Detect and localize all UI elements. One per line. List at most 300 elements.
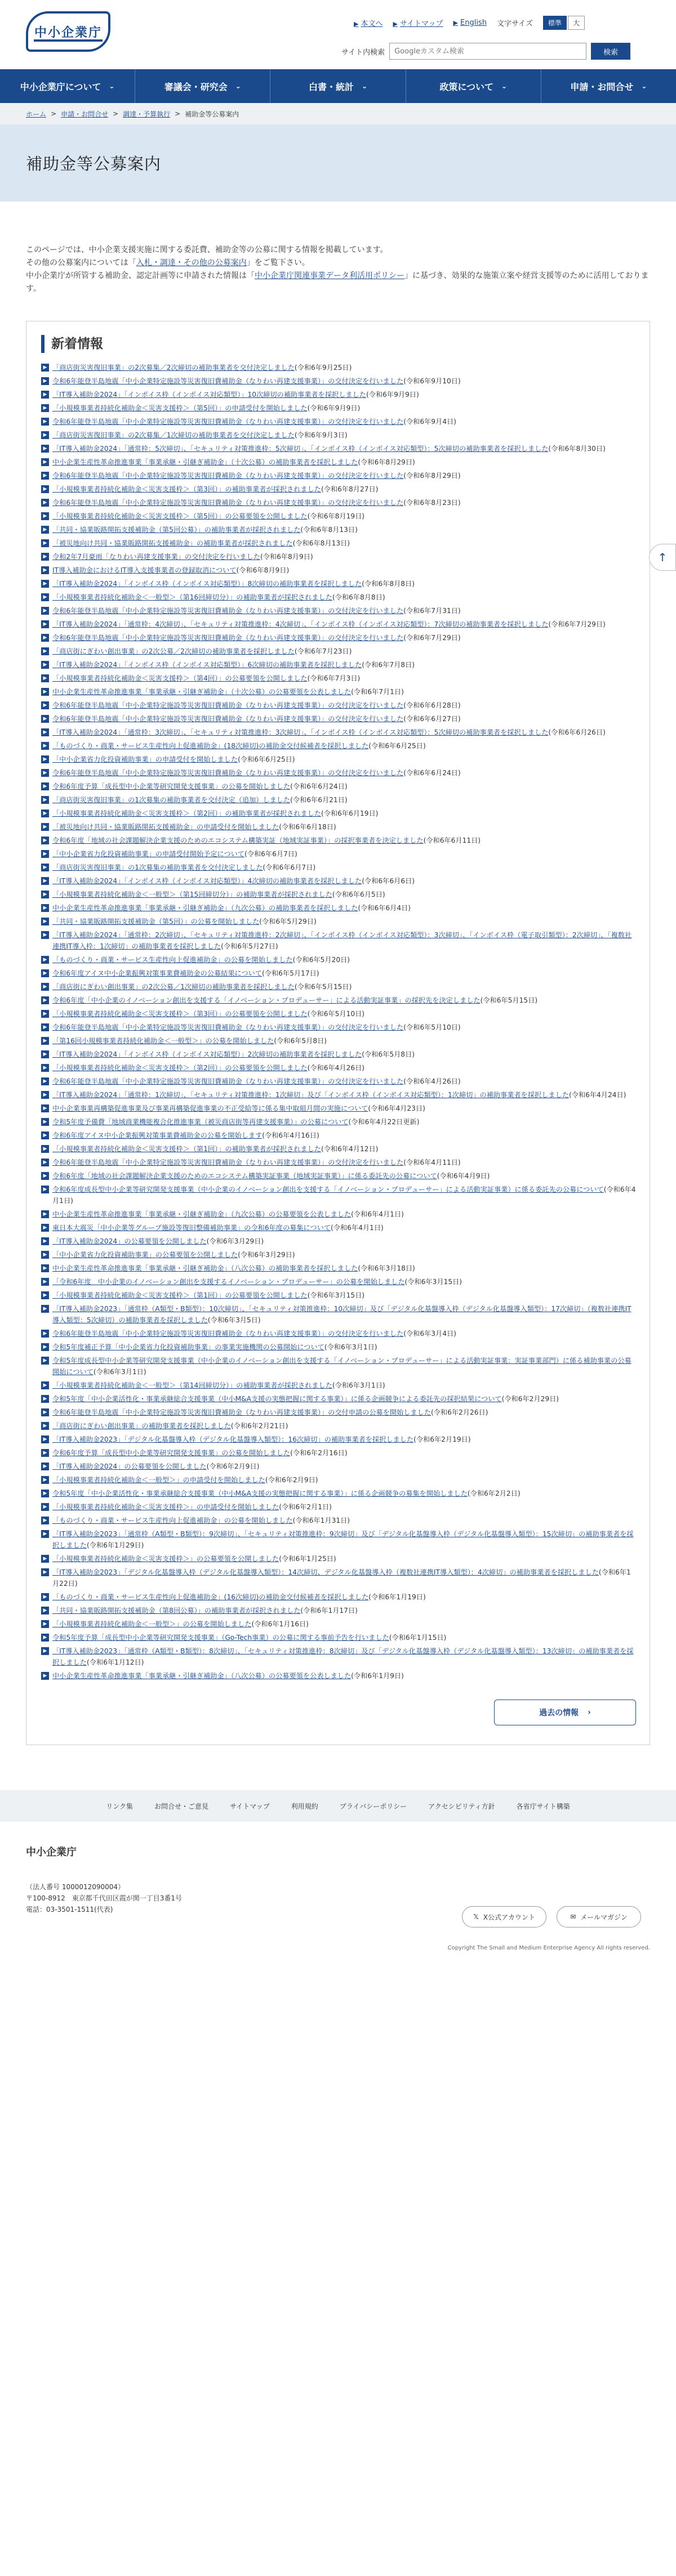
news-link[interactable]: 令和5年度「中小企業活性化・事業承継総合支援事業（中小M&A支援の実態把握に関する事業）」に係る企画競争による委託先の採択結果について bbox=[52, 1395, 502, 1403]
news-text bbox=[52, 1515, 350, 1526]
news-link[interactable]: 「IT導入補助金2023」「通常枠（A類型・B類型）：8次締切」、「セキュリティ対策推進枠：8次締切」及び「デジタル化基盤導入枠（デジタル化基盤導入類型）：13次締切」の補助事業者を採択しました bbox=[52, 1647, 634, 1667]
news-link[interactable]: 令和6年能登半島地震「中小企業特定施設等災害復旧費補助金（なりわい再建支援事業）」の交付決定を行いました bbox=[52, 1159, 404, 1167]
news-item bbox=[41, 482, 636, 496]
news-item bbox=[41, 874, 636, 888]
news-link[interactable]: 「商店街災害復旧事業」の1次募集の補助事業者を交付決定しました bbox=[52, 864, 263, 872]
news-text bbox=[52, 1170, 490, 1182]
news-text bbox=[52, 1103, 425, 1114]
mail-magazine-button[interactable] bbox=[557, 1906, 641, 1927]
page-title: 補助金等公募案内 bbox=[26, 154, 162, 173]
font-size-standard-button[interactable]: 標準 bbox=[543, 16, 567, 30]
english-label: English bbox=[460, 19, 487, 27]
news-text bbox=[52, 497, 461, 508]
arrow-right-icon: ▶ bbox=[41, 1593, 49, 1601]
breadcrumb-separator: > bbox=[113, 110, 119, 118]
news-item bbox=[41, 415, 636, 428]
news-link[interactable]: 令和6年度成長型中小企業等研究開発支援事業（中小企業のイノベーション創出を支援する「イノベーション・プロデューサー」による活動実証事業）に係る委託先の公募について bbox=[52, 1186, 604, 1194]
news-date: (令和6年6月5日) bbox=[332, 891, 385, 899]
news-text bbox=[52, 1249, 295, 1260]
news-link[interactable]: 「共同・協業販路開拓支援補助金（第8回公募）」の補助事業者が採択されました bbox=[52, 1607, 301, 1615]
footer-link-contact[interactable]: お問合せ・ご意見 bbox=[154, 1802, 209, 1810]
news-item bbox=[41, 1473, 636, 1487]
news-link[interactable]: 「IT導入補助金2024」「通常枠：4次締切」、「セキュリティ対策推進枠：4次締切」、「インボイス枠（インボイス対応類型）：7次締切の補助事業者を採択しました bbox=[52, 620, 549, 629]
news-item bbox=[41, 631, 636, 645]
news-text bbox=[52, 443, 606, 454]
news-link[interactable]: 中小企業生産性革命推進事業「事業承継・引継ぎ補助金」（十次公募）の補助事業者を採択しました bbox=[52, 458, 358, 467]
news-text bbox=[52, 1222, 384, 1233]
arrow-right-icon: ▶ bbox=[41, 1463, 49, 1470]
news-text bbox=[52, 605, 461, 616]
footer-link-links[interactable]: リンク集 bbox=[106, 1802, 133, 1810]
news-item bbox=[41, 1354, 636, 1379]
news-link[interactable]: 「被災地向け共同・協業販路開拓支援補助金」の補助事業者が採択されました bbox=[52, 539, 293, 548]
news-link[interactable]: 「小規模事業者持続化補助金＜災害支援枠＞（第3回）」の公募要領を公開しました bbox=[52, 1010, 308, 1018]
search-label: サイト内検索 bbox=[341, 48, 385, 57]
news-link[interactable]: 令和6年度「地域の社会課題解決企業支援のためのエコシステム構築実証（地域実証事業）」の採択事業者を決定しました bbox=[52, 837, 424, 845]
news-link[interactable]: 「IT導入補助金2024」の公募要領を公開しました bbox=[52, 1237, 207, 1246]
arrow-right-icon: ▶ bbox=[41, 996, 49, 1004]
breadcrumb-current: 補助金等公募案内 bbox=[185, 110, 239, 118]
news-text bbox=[52, 700, 461, 711]
news-text bbox=[52, 416, 456, 427]
news-link[interactable]: 「IT導入補助金2024」「通常枠：1次締切」、「セキュリティ対策推進枠：1次締切」及び「インボイス枠（インボイス対応類型）：1次締切」の補助事業者を採択しました bbox=[52, 1091, 569, 1099]
english-link[interactable] bbox=[453, 19, 487, 27]
news-item bbox=[41, 1617, 636, 1631]
news-date: (令和6年5月8日) bbox=[274, 1037, 327, 1045]
news-link[interactable]: 「小規模事業者持続化補助金＜災害支援枠＞（第1回）」の公募要領を公開しました bbox=[52, 1291, 308, 1300]
news-text bbox=[52, 754, 295, 765]
news-link[interactable]: 「IT導入補助金2024」「通常枠：5次締切」、「セキュリティ対策推進枠：5次締切」、「インボイス枠（インボイス対応類型）：5次締切の補助事業者を採択しました bbox=[52, 445, 549, 453]
news-text bbox=[52, 1567, 636, 1589]
logo-text: 中小企業庁 bbox=[34, 25, 102, 40]
news-link[interactable]: 「小規模事業者持続化補助金＜一般型＞」の申請受付を開始しました bbox=[52, 1476, 265, 1484]
news-text bbox=[52, 929, 636, 952]
postal-address: 〒100-8912 東京都千代田区霞が関一丁目3番1号 bbox=[26, 1894, 183, 1903]
news-text bbox=[52, 1553, 336, 1564]
news-link[interactable]: 「IT導入補助金2024」「インボイス枠（インボイス対応類型）」6次締切の補助事業者を採択しました bbox=[52, 661, 362, 669]
news-link[interactable]: 中小企業生産性革命推進事業「事業承継・引継ぎ補助金」（八次公募）の公募要領を公表しました bbox=[52, 1672, 352, 1680]
arrow-right-icon: ▶ bbox=[41, 1530, 49, 1538]
sns-links bbox=[462, 1906, 641, 1927]
news-date: (令和6年8月30日) bbox=[548, 445, 606, 453]
news-link[interactable]: 「第16回小規模事業者持続化補助金＜一般型＞」の公募を開始しました bbox=[52, 1037, 274, 1045]
arrow-right-icon: ▶ bbox=[41, 823, 49, 831]
news-link[interactable]: 「IT導入補助金2024」「通常枠：2次締切」、「セキュリティ対策推進枠：2次締切」、「インボイス枠（インボイス対応類型）：3次締切」、「インボイス枠（電子取引類型）：2次締切」、「複数社連携IT導入枠：1次締切」の補助事業者を採択しました bbox=[52, 931, 632, 951]
search-input[interactable] bbox=[389, 43, 586, 60]
x-account-button[interactable] bbox=[462, 1906, 546, 1927]
news-link[interactable]: 「中小企業省力化投資補助事業」の申請受付開始予定について bbox=[52, 850, 245, 858]
arrow-right-icon: ▶ bbox=[41, 837, 49, 844]
news-date: (令和6年4月1日) bbox=[351, 1210, 404, 1219]
news-link[interactable]: 令和6年能登半島地震「中小企業特定施設等災害復旧費補助金（なりわい再建支援事業）」の交付決定を行いました bbox=[52, 472, 404, 480]
news-text bbox=[52, 1328, 456, 1339]
news-text bbox=[52, 781, 348, 792]
gnav-application[interactable] bbox=[541, 69, 676, 103]
news-item bbox=[41, 766, 636, 780]
arrow-right-icon: ▶ bbox=[41, 1305, 49, 1313]
news-link[interactable]: 「小規模事業者持続化補助金＜災害支援枠＞（第5回）」の公募要領を公開しました bbox=[52, 512, 308, 521]
news-text bbox=[52, 1393, 559, 1405]
news-link[interactable]: 令和6年能登半島地震「中小企業特定施設等災害復旧費補助金（なりわい再建支援事業）」の交付決定を行いました bbox=[52, 769, 404, 777]
arrow-right-icon: ▶ bbox=[41, 1449, 49, 1457]
footer-links bbox=[0, 1790, 676, 1822]
news-date: (令和6年1月16日) bbox=[251, 1620, 309, 1629]
news-link[interactable]: 令和6年度アイヌ中小企業振興対策事業費補助金の公募を開始します bbox=[52, 1132, 263, 1140]
arrow-right-icon: ▶ bbox=[41, 1251, 49, 1259]
news-link[interactable]: 「商店街にぎわい創出事業」の補助事業者を採択しました bbox=[52, 1422, 231, 1430]
news-item bbox=[41, 1590, 636, 1604]
news-link[interactable]: 中小企業事業再構築促進事業及び事業再構築促進事業の不正受給等に係る集中取組月間の実施について bbox=[52, 1104, 368, 1113]
footer-link-sitemap[interactable]: サイトマップ bbox=[230, 1802, 270, 1810]
news-date: (令和6年1月17日) bbox=[300, 1607, 358, 1615]
news-date: (令和6年2月21日) bbox=[230, 1422, 288, 1430]
news-link[interactable]: 令和5年度予算「成長型中小企業等研究開発支援事業」（Go-Tech事業）の公募に関する事前予告を行いました bbox=[52, 1634, 389, 1642]
news-link[interactable]: 「令和6年度 中小企業のイノベーション創出を支援するイノベーション・プロデューサー」の公募を開始しました bbox=[52, 1278, 405, 1286]
news-link[interactable]: 「小規模事業者持続化補助金＜災害支援枠＞（第3回）」の補助事業者が採択されました bbox=[52, 485, 321, 494]
news-item bbox=[41, 672, 636, 685]
news-text bbox=[52, 686, 404, 697]
news-item bbox=[41, 807, 636, 820]
news-item bbox=[41, 1021, 636, 1034]
gnav-label: 審議会・研究会 bbox=[164, 81, 228, 92]
news-date: (令和6年5月10日) bbox=[403, 1023, 461, 1032]
arrow-right-icon: ▶ bbox=[41, 1620, 49, 1628]
news-link[interactable]: 令和6年能登半島地震「中小企業特定施設等災害復旧費補助金（なりわい再建支援事業）」の交付決定を行いました bbox=[52, 1077, 404, 1086]
arrow-right-icon: ▶ bbox=[41, 1395, 49, 1403]
breadcrumb-application[interactable]: 申請・お問合せ bbox=[61, 110, 109, 118]
news-link[interactable]: 「小規模事業者持続化補助金＜災害支援枠＞（第2回）」の補助事業者が採択されました bbox=[52, 810, 321, 818]
news-text bbox=[52, 1474, 318, 1486]
news-text bbox=[52, 484, 378, 495]
news-item bbox=[41, 1302, 636, 1327]
news-link[interactable]: 「共同・協業販路開拓支援補助金（第5回公募）」の補助事業者が採択されました bbox=[52, 526, 301, 534]
arrow-right-icon: ▶ bbox=[41, 1555, 49, 1563]
news-link[interactable]: 「IT導入補助金2024」「インボイス枠（インボイス対応類型）」8次締切の補助事業者を採択しました bbox=[52, 580, 362, 588]
news-text bbox=[52, 470, 461, 481]
news-date: (令和6年8月9日) bbox=[260, 553, 313, 561]
news-text bbox=[52, 1618, 309, 1630]
news-link[interactable]: 「IT導入補助金2023」「通常枠（A類型・B類型）：9次締切」、「セキュリティ対策推進枠：9次締切」及び「デジタル化基盤導入枠（デジタル化基盤導入類型）：15次締切」の補助事業者を採択しました bbox=[52, 1530, 634, 1550]
arrow-right-icon: ▶ bbox=[41, 404, 49, 412]
news-link[interactable]: 「小規模事業者持続化補助金＜災害支援枠＞（第1回）」の補助事業者が採択されました bbox=[52, 1145, 321, 1153]
arrow-right-icon: ▶ bbox=[41, 1435, 49, 1443]
arrow-right-icon: ▶ bbox=[41, 1186, 49, 1193]
intro-text-part: その他の公募案内については「 bbox=[26, 258, 136, 267]
news-text bbox=[52, 632, 461, 643]
news-text bbox=[52, 1035, 327, 1046]
font-size-large-button[interactable]: 大 bbox=[568, 16, 585, 30]
news-link[interactable]: 令和5年度補正予算「中小企業省力化投資補助事業」の事業実施機関の公募開始について bbox=[52, 1343, 324, 1352]
news-link[interactable]: 令和6年度アイヌ中小企業振興対策事業費補助金の公募結果について bbox=[52, 969, 263, 978]
news-text bbox=[52, 1488, 521, 1499]
news-link[interactable]: 令和6年度予算「成長型中小企業等研究開発支援事業」の公募を開始しました bbox=[52, 1449, 291, 1457]
news-date: (令和6年1月31日) bbox=[292, 1517, 350, 1525]
news-text bbox=[52, 1089, 626, 1101]
arrow-right-icon: ▶ bbox=[41, 918, 49, 925]
news-link[interactable]: 「IT導入補助金2023」「デジタル化基盤導入枠（デジタル化基盤導入類型）：14次締切、デジタル化基盤導入枠（複数社連携IT導入類型）：4次締切」の補助事業者を採択しました bbox=[52, 1568, 599, 1577]
news-link[interactable]: 「被災地向け共同・協業販路開拓支援補助金」の申請受付を開始しました bbox=[52, 823, 279, 831]
arrow-right-icon: ▶ bbox=[41, 1077, 49, 1085]
footer-link-accessibility[interactable]: アクセシビリティ方針 bbox=[428, 1802, 495, 1810]
news-link[interactable]: 「ものづくり・商業・サービス生産性向上促進補助金」の公募を開始しました bbox=[52, 956, 293, 964]
corporate-number: （法人番号 1000012090004） bbox=[26, 1883, 125, 1891]
news-link[interactable]: 「小規模事業者持続化補助金＜一般型＞（第14回締切分）」の補助事業者が採択されました bbox=[52, 1381, 332, 1390]
news-text bbox=[52, 968, 319, 979]
arrow-right-icon: ▶ bbox=[41, 364, 49, 372]
news-item bbox=[41, 496, 636, 509]
news-link[interactable]: 「商店街災害復旧事業」の1次募集の補助事業者を交付決定（追加）しました bbox=[52, 796, 291, 804]
news-link[interactable]: 令和6年能登半島地震「中小企業特定施設等災害復旧費補助金（なりわい再建支援事業）」の交付決定を行いました bbox=[52, 499, 404, 507]
news-link[interactable]: 令和6年度「地域の社会課題解決企業支援のためのエコシステム構築実証事業（地域実証事業）」に係る委託先の公募について bbox=[52, 1172, 437, 1180]
news-link[interactable]: 「小規模事業者持続化補助金＜一般型＞」の公募を開始しました bbox=[52, 1620, 252, 1629]
news-link[interactable]: 令和6年能登半島地震「中小企業特定施設等災害復旧費補助金（なりわい再建支援事業）」の交付決定を行いました bbox=[52, 377, 404, 386]
news-link[interactable]: 「中小企業省力化投資補助事業」の公募要領を公開しました bbox=[52, 1251, 238, 1259]
arrow-right-icon: ▶ bbox=[41, 782, 49, 790]
news-date: (令和6年2月19日) bbox=[413, 1435, 471, 1444]
news-text bbox=[52, 981, 352, 992]
news-link[interactable]: 「小規模事業者持続化補助金＜災害支援枠＞（第2回）」の公募要領を公開しました bbox=[52, 1064, 308, 1072]
arrow-right-icon: ▶ bbox=[41, 1210, 49, 1218]
news-date: (令和6年9月4日) bbox=[403, 418, 456, 426]
chevron-right-icon: ▶ bbox=[393, 20, 398, 28]
news-text bbox=[52, 1670, 404, 1681]
news-date: (令和6年9月10日) bbox=[403, 377, 461, 386]
news-link[interactable]: 令和6年能登半島地震「中小企業特定施設等災害復旧費補助金（なりわい再建支援事業）」の交付決定を行いました bbox=[52, 418, 404, 426]
news-date: (令和6年6月26日) bbox=[548, 728, 606, 737]
news-list bbox=[41, 361, 650, 1683]
news-link[interactable]: 「商店街災害復旧事業」の2次募集／1次締切の補助事業者を交付決定しました bbox=[52, 431, 295, 440]
news-item bbox=[41, 1034, 636, 1048]
arrow-right-icon: ▶ bbox=[41, 983, 49, 991]
arrow-right-icon: ▶ bbox=[41, 850, 49, 858]
news-text bbox=[52, 1380, 385, 1391]
arrow-right-icon: ▶ bbox=[41, 969, 49, 977]
news-link[interactable]: 「IT導入補助金2024」「インボイス枠（インボイス対応類型）」2次締切の補助事業者を採択しました bbox=[52, 1050, 362, 1059]
news-date: (令和6年2月26日) bbox=[430, 1408, 488, 1417]
news-date: (令和6年2月1日) bbox=[279, 1503, 332, 1511]
news-link[interactable]: 中小企業生産性革命推進事業「事業承継・引継ぎ補助金」（十次公募）の公募要領を公表しました bbox=[52, 688, 352, 696]
news-link[interactable]: 「IT導入補助金2024」「通常枠：3次締切」、「セキュリティ対策推進枠：3次締切」、「インボイス枠（インボイス対応類型）：5次締切の補助事業者を採択しました bbox=[52, 728, 549, 737]
intro-text-part: 」に基づき、効果的な施策立案や経営支援等のために活用しております。 bbox=[26, 271, 649, 293]
to-main-link[interactable] bbox=[354, 17, 383, 28]
arrow-right-icon: ▶ bbox=[41, 607, 49, 615]
site-header bbox=[0, 0, 676, 69]
footer-link-terms[interactable]: 利用規約 bbox=[291, 1802, 318, 1810]
x-account-label: X公式アカウント bbox=[483, 1913, 535, 1921]
arrow-right-icon: ▶ bbox=[41, 674, 49, 682]
news-item bbox=[41, 1644, 636, 1669]
news-date: (令和6年4月9日) bbox=[437, 1172, 490, 1180]
past-info-button[interactable] bbox=[494, 1700, 636, 1725]
news-item bbox=[41, 591, 636, 604]
news-link[interactable]: 中小企業生産性革命推進事業「事業承継・引継ぎ補助金」（九次公募）の公募要領を公表しました bbox=[52, 1210, 352, 1219]
arrow-right-icon: ▶ bbox=[41, 593, 49, 601]
news-link[interactable]: 令和6年能登半島地震「中小企業特定施設等災害復旧費補助金（なりわい再建支援事業）」の交付決定を行いました bbox=[52, 634, 404, 642]
news-link[interactable]: 令和5年度成長型中小企業等研究開発支援事業（中小企業のイノベーション創出を支援する「イノベーション・プロデューサー」による活動実証事業：実証事業部門）に係る補助事業の公募開始について bbox=[52, 1357, 631, 1376]
arrow-right-icon: ▶ bbox=[41, 877, 49, 885]
news-link[interactable]: 令和5年度予備費「地域商業機能複合化推進事業（被災商店街等再建支援事業）」の公募について bbox=[52, 1118, 349, 1126]
arrow-right-icon: ▶ bbox=[41, 1091, 49, 1099]
news-item bbox=[41, 1289, 636, 1302]
news-link[interactable]: 「ものづくり・商業・サービス生産性向上促進補助金」(16次締切)の補助金交付候補者を採択しました bbox=[52, 1593, 369, 1602]
news-item bbox=[41, 820, 636, 834]
arrow-right-icon: ▶ bbox=[41, 1172, 49, 1180]
news-date: (令和6年7月3日) bbox=[307, 674, 361, 683]
news-link[interactable]: 「IT導入補助金2023」「デジタル化基盤導入枠（デジタル化基盤導入類型）：16次締切」の補助事業者を採択しました bbox=[52, 1435, 414, 1444]
arrow-right-icon: ▶ bbox=[41, 1408, 49, 1416]
gnav-label: 白書・統計 bbox=[308, 81, 354, 92]
news-date: (令和6年3月15日) bbox=[307, 1291, 365, 1300]
news-date: (令和6年2月29日) bbox=[501, 1395, 559, 1403]
news-item bbox=[41, 685, 636, 699]
news-date: (令和6年7月29日) bbox=[548, 620, 606, 629]
news-link[interactable]: 「IT導入補助金2024」「インボイス枠（インボイス対応類型）」4次締切の補助事業者を採択しました bbox=[52, 877, 362, 886]
news-date: (令和6年6月21日) bbox=[290, 796, 348, 804]
breadcrumb-procurement[interactable]: 調達・予算執行 bbox=[123, 110, 171, 118]
news-link[interactable]: 「共同・協業販路開拓支援補助金（第5回）」の公募を開始しました bbox=[52, 918, 260, 926]
news-link[interactable]: 「IT導入補助金2024」の公募要領を公開しました bbox=[52, 1463, 207, 1471]
news-link[interactable]: 令和5年度「中小企業活性化・事業承継総合支援事業（中小M&A支援の実態把握に関する事業）」に係る企画競争の募集を開始しました bbox=[52, 1490, 468, 1498]
news-item bbox=[41, 523, 636, 536]
news-link[interactable]: 「小規模事業者持続化補助金＜災害支援枠＞（第4回）」の公募要領を公開しました bbox=[52, 674, 308, 683]
news-text bbox=[52, 1290, 364, 1301]
mail-icon: ✉ bbox=[570, 1913, 576, 1921]
news-item bbox=[41, 442, 636, 455]
news-item bbox=[41, 577, 636, 591]
arrow-right-icon: ▶ bbox=[41, 904, 49, 912]
news-link[interactable]: 「小規模事業者持続化補助金＜一般型＞（第16回締切分）」の補助事業者が採択されました bbox=[52, 593, 332, 602]
news-text bbox=[52, 646, 352, 657]
news-item bbox=[41, 564, 636, 577]
news-date: (令和6年8月19日) bbox=[307, 512, 365, 521]
news-item bbox=[41, 1433, 636, 1446]
news-item bbox=[41, 469, 636, 482]
news-link[interactable]: 「小規模事業者持続化補助金＜災害支援枠＞」の公募要領を公開しました bbox=[52, 1555, 279, 1563]
news-text bbox=[52, 1434, 471, 1445]
news-date: (令和6年1月29日) bbox=[86, 1541, 144, 1550]
news-item bbox=[41, 618, 636, 631]
news-link[interactable]: 令和6年度「中小企業のイノベーション創出を支援する「イノベーション・プロデューサー」による活動実証事業」の採択先を決定しました bbox=[52, 996, 481, 1005]
news-item bbox=[41, 1007, 636, 1021]
gnav-councils[interactable] bbox=[135, 69, 270, 103]
news-date: (令和6年9月9日) bbox=[307, 404, 361, 413]
news-link[interactable]: 令和2年7月豪雨「なりわい再建支援事業」の交付決定を行いました bbox=[52, 553, 260, 561]
search-button[interactable]: 検索 bbox=[591, 43, 630, 60]
news-item bbox=[41, 1460, 636, 1473]
news-link[interactable]: 「小規模事業者持続化補助金＜災害支援枠＞（第5回）」の申請受付を開始しました bbox=[52, 404, 308, 413]
news-link[interactable]: 令和6年能登半島地震「中小企業特定施設等災害復旧費補助金（なりわい再建支援事業）」の交付決定を行いました bbox=[52, 1330, 404, 1338]
news-link[interactable]: 「小規模事業者持続化補助金＜災害支援枠＞」の申請受付を開始しました bbox=[52, 1503, 279, 1511]
news-link[interactable]: IT導入補助金におけるIT導入支援事業者の登録取消について bbox=[52, 566, 237, 575]
news-link[interactable]: 東日本大震災「中小企業等グループ施設等復旧整備補助事業」の令和6年度の募集について bbox=[52, 1224, 331, 1232]
news-link[interactable]: 「商店街にぎわい創出事業」の2次公募／1次締切の補助事業者を採択しました bbox=[52, 983, 295, 991]
utility-nav bbox=[354, 16, 585, 30]
gnav-about[interactable] bbox=[0, 69, 135, 103]
news-item bbox=[41, 1392, 636, 1406]
arrow-right-icon: ▶ bbox=[41, 526, 49, 534]
arrow-right-icon: ▶ bbox=[41, 647, 49, 655]
site-footer bbox=[0, 1822, 676, 1962]
arrow-right-icon: ▶ bbox=[41, 566, 49, 574]
news-item bbox=[41, 1487, 636, 1500]
news-date: (令和6年1月22日) bbox=[52, 1568, 631, 1588]
news-item bbox=[41, 1566, 636, 1590]
sitemap-link[interactable] bbox=[393, 17, 443, 28]
news-link[interactable]: 令和6年能登半島地震「中小企業特定施設等災害復旧費補助金（なりわい再建支援事業）」の交付決定を行いました bbox=[52, 701, 404, 710]
news-text bbox=[52, 954, 350, 965]
news-date: (令和6年8月29日) bbox=[358, 458, 415, 467]
news-text bbox=[52, 538, 350, 549]
page-top-button[interactable] bbox=[649, 544, 676, 571]
breadcrumb-home[interactable]: ホーム bbox=[26, 110, 47, 118]
news-text bbox=[52, 875, 415, 887]
news-text bbox=[52, 1303, 636, 1326]
news-link[interactable]: 「商店街にぎわい創出事業」の2次公募／2次締切の補助事業者を採択しました bbox=[52, 647, 295, 656]
news-link[interactable]: 令和6年能登半島地震「中小企業特定施設等災害復旧費補助金（なりわい再建支援事業）」の交付申請の公募を開始しました bbox=[52, 1408, 431, 1417]
news-link[interactable]: 令和6年能登半島地震「中小企業特定施設等災害復旧費補助金（なりわい再建支援事業）」の交付決定を行いました bbox=[52, 1023, 404, 1032]
news-link[interactable]: 令和6年能登半島地震「中小企業特定施設等災害復旧費補助金（なりわい再建支援事業）」の交付決定を行いました bbox=[52, 607, 404, 615]
gnav-policy[interactable] bbox=[406, 69, 541, 103]
news-link[interactable]: 令和6年能登半島地震「中小企業特定施設等災害復旧費補助金（なりわい再建支援事業）」の交付決定を行いました bbox=[52, 715, 404, 723]
news-text bbox=[52, 592, 385, 603]
news-date: (令和6年4月26日) bbox=[307, 1064, 365, 1072]
news-link[interactable]: 「中小企業省力化投資補助事業」の申請受付を開始しました bbox=[52, 755, 238, 764]
news-link[interactable]: 「ものづくり・商業・サービス生産性向上促進補助金」(18次締切)の補助金交付候補者を採択しました bbox=[52, 742, 369, 750]
footer-link-privacy[interactable]: プライバシーポリシー bbox=[339, 1802, 407, 1810]
news-text bbox=[52, 430, 348, 441]
gnav-whitepaper[interactable] bbox=[270, 69, 406, 103]
news-item bbox=[41, 928, 636, 953]
data-policy-link[interactable]: 中小企業庁関連事業データ利活用ポリシー bbox=[255, 271, 404, 280]
site-logo[interactable] bbox=[26, 11, 110, 52]
footer-org-name: 中小企業庁 bbox=[26, 1846, 77, 1859]
news-item bbox=[41, 1514, 636, 1527]
arrow-right-icon: ▶ bbox=[41, 810, 49, 817]
chevron-down-icon: ⌄ bbox=[501, 82, 508, 90]
news-link[interactable]: 「IT導入補助金2024」「インボイス枠（インボイス対応類型）」10次締切の補助事業者を採択しました bbox=[52, 391, 366, 399]
news-text bbox=[52, 457, 415, 468]
news-link[interactable]: 中小企業生産性革命推進事業「事業承継・引継ぎ補助金」（九次公募）の補助事業者を採択しました bbox=[52, 904, 358, 913]
news-text bbox=[52, 1143, 378, 1155]
news-link[interactable]: 「ものづくり・商業・サービス生産性向上促進補助金」の公募を開始しました bbox=[52, 1517, 293, 1525]
news-item bbox=[41, 780, 636, 793]
news-link[interactable]: 中小企業生産性革命推進事業「事業承継・引継ぎ補助金」（八次公募）の補助事業者を採択しました bbox=[52, 1264, 358, 1273]
news-text bbox=[52, 1276, 462, 1287]
news-date: (令和6年5月15日) bbox=[294, 983, 352, 991]
arrow-right-icon: ▶ bbox=[41, 1159, 49, 1166]
gnav-label: 中小企業庁について bbox=[20, 81, 101, 92]
news-item bbox=[41, 388, 636, 401]
footer-link-ministries[interactable]: 各省庁サイト構築 bbox=[516, 1802, 570, 1810]
news-date: (令和6年6月7日) bbox=[263, 864, 316, 872]
news-link[interactable]: 令和6年度予算「成長型中小企業等研究開発支援事業」の公募を開始しました bbox=[52, 782, 291, 791]
news-link[interactable]: 「IT導入補助金2023」「通常枠（A類型・B類型）：10次締切」、「セキュリティ対策推進枠：10次締切」及び「デジタル化基盤導入枠（デジタル化基盤導入類型）：17次締切」（複数社連携IT導入類型：5次締切）の補助事業者を採択しました bbox=[52, 1305, 631, 1325]
news-date: (令和6年7月8日) bbox=[362, 661, 415, 669]
logo-bar bbox=[34, 39, 103, 42]
arrow-right-icon: ▶ bbox=[41, 1145, 49, 1153]
news-text bbox=[52, 1236, 264, 1247]
arrow-right-icon: ▶ bbox=[41, 1517, 49, 1524]
news-item bbox=[41, 1669, 636, 1683]
news-link[interactable]: 「商店街災害復旧事業」の2次募集／2次締切の補助事業者を交付決定しました bbox=[52, 364, 295, 372]
news-heading: 新着情報 bbox=[41, 335, 635, 353]
news-item bbox=[41, 1208, 636, 1221]
news-link[interactable]: 「小規模事業者持続化補助金＜一般型＞（第15回締切分）」の補助事業者が採択されました bbox=[52, 891, 332, 899]
news-text bbox=[52, 1263, 415, 1274]
news-date: (令和6年8月23日) bbox=[403, 499, 461, 507]
procurement-link[interactable]: 入札・調達・その他の公募案内 bbox=[136, 258, 247, 267]
news-item bbox=[41, 1275, 636, 1289]
